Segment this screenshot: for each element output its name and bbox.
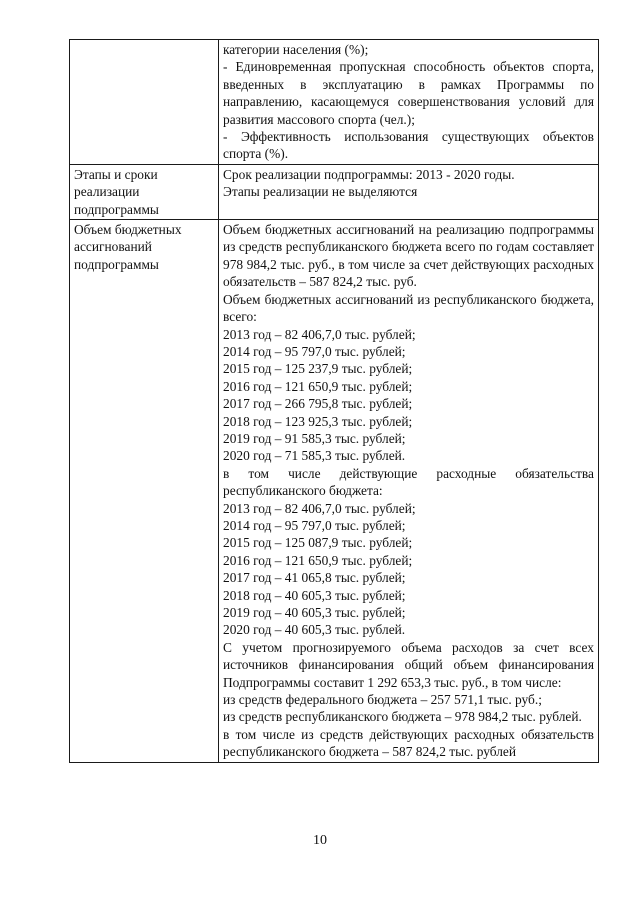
text-line: 2019 год – 91 585,3 тыс. рублей; <box>223 430 406 446</box>
text-line: - Единовременная пропускная способность объектов спорта, введенных в эксплуатацию в рамках Программы по направлению, касающемуся совершенствования условий для развития массового спорта (чел.); <box>223 59 594 127</box>
text-line: 2016 год – 121 650,9 тыс. рублей; <box>223 552 413 568</box>
text-line: 2017 год – 41 065,8 тыс. рублей; <box>223 570 406 586</box>
text-line: из средств республиканского бюджета – 978 984,2 тыс. рублей. <box>223 709 582 725</box>
text-line: 2016 год – 121 650,9 тыс. рублей; <box>223 378 413 394</box>
text-line: - Эффективность использования существующих объектов спорта (%). <box>223 129 594 162</box>
text-line: 2013 год – 82 406,7,0 тыс. рублей; <box>223 500 416 516</box>
table-row <box>70 164 599 219</box>
row-content <box>219 40 599 165</box>
text-line: 2020 год – 71 585,3 тыс. рублей. <box>223 448 406 464</box>
row-label <box>70 40 219 165</box>
text-line: 2018 год – 123 925,3 тыс. рублей; <box>223 413 413 429</box>
text-line: Объем бюджетных ассигнований на реализацию подпрограммы из средств республиканского бюджета всего по годам составляет 978 984,2 тыс. руб., в том числе за счет действующих расходных обязательств – 587 824,2 тыс. руб. <box>223 222 594 290</box>
text-line: 2015 год – 125 087,9 тыс. рублей; <box>223 535 413 551</box>
text-line: 2017 год – 266 795,8 тыс. рублей; <box>223 396 413 412</box>
table-row <box>70 40 599 165</box>
table-row <box>70 220 599 763</box>
row-label: Объем бюджетных ассигнований подпрограммы <box>70 220 219 763</box>
text-line: 2015 год – 125 237,9 тыс. рублей; <box>223 361 413 377</box>
text-line: С учетом прогнозируемого объема расходов за счет всех источников финансирования общий объем финансирования Подпрограммы составит 1 292 653,3 тыс. руб., в том числе: <box>223 639 594 690</box>
text-line: 2019 год – 40 605,3 тыс. рублей; <box>223 605 406 620</box>
page-number: 10 <box>313 833 327 848</box>
text-line: 2014 год – 95 797,0 тыс. рублей; <box>223 517 406 533</box>
text-line: Объем бюджетных ассигнований из республиканского бюджета, всего: <box>223 291 594 325</box>
text-line: в том числе из средств действующих расходных обязательств республиканского бюджета – 587 824,2 тыс. рублей <box>223 726 594 760</box>
passport-table <box>69 39 599 763</box>
text-line: 2020 год – 40 605,3 тыс. рублей. <box>223 622 406 638</box>
row-content <box>219 164 599 219</box>
text-line: в том числе действующие расходные обязательства республиканского бюджета: <box>223 465 594 499</box>
text-line: Этапы реализации не выделяются <box>223 184 418 200</box>
row-label: Этапы и сроки реализации подпрограммы <box>70 164 219 219</box>
text-line: из средств федерального бюджета – 257 571,1 тыс. руб.; <box>223 692 542 708</box>
text-line: 2013 год – 82 406,7,0 тыс. рублей; <box>223 326 416 342</box>
row-content <box>219 220 599 763</box>
text-line: категории населения (%); <box>223 42 369 57</box>
text-line: 2018 год – 40 605,3 тыс. рублей; <box>223 587 406 603</box>
text-line: 2014 год – 95 797,0 тыс. рублей; <box>223 343 406 359</box>
text-line: Срок реализации подпрограммы: 2013 - 2020 годы. <box>223 166 515 182</box>
